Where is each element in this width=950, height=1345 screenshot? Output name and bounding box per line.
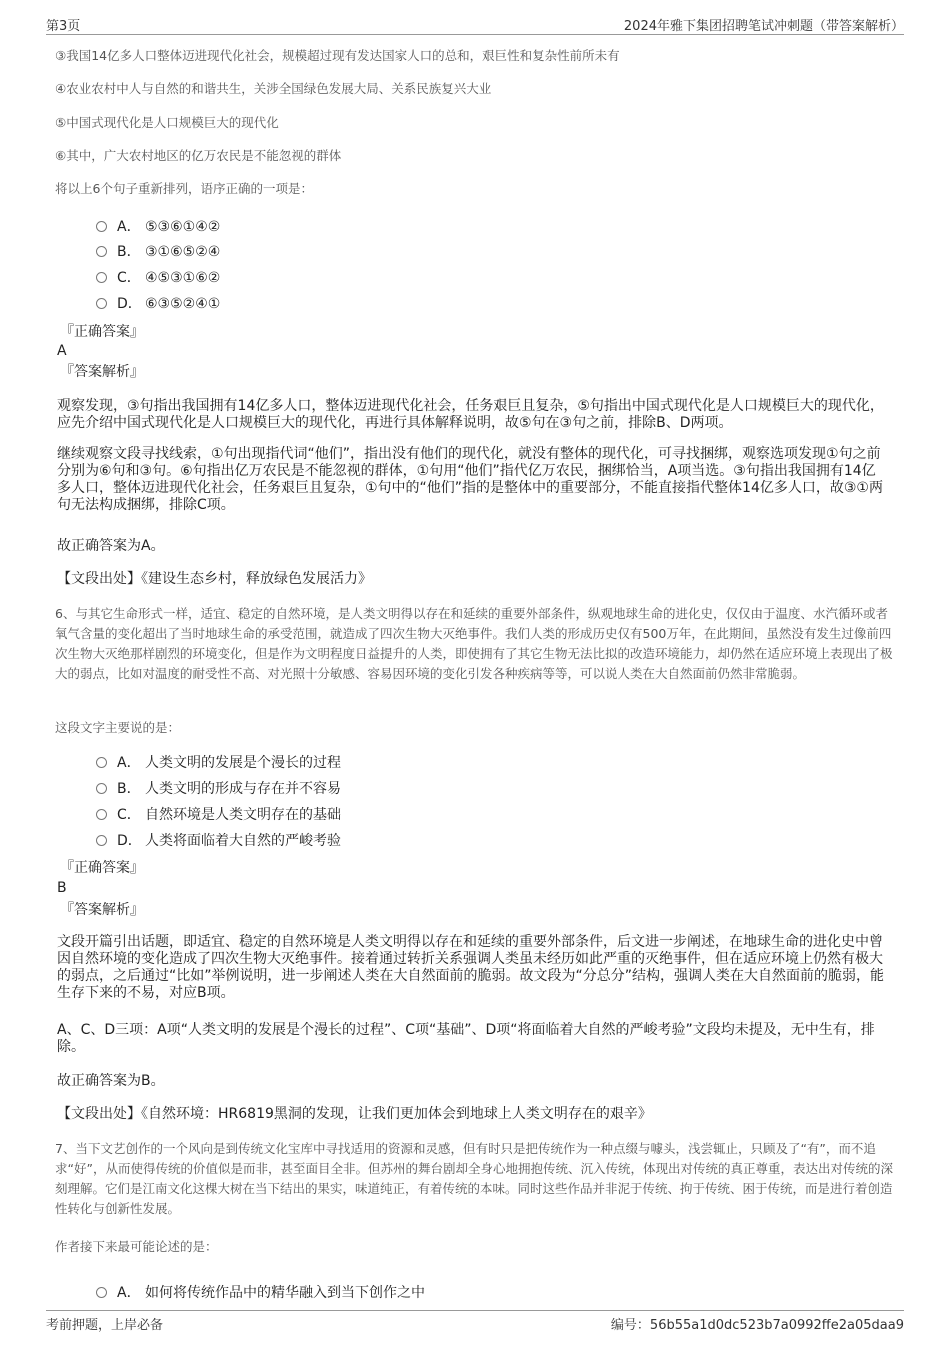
question-prompt: 这段文字主要说的是： (55, 720, 181, 735)
radio-icon[interactable] (96, 221, 107, 232)
q5-option-c[interactable]: C． ④⑤③①⑥② (96, 268, 220, 288)
q6-option-c[interactable]: C． 自然环境是人类文明存在的基础 (96, 805, 341, 825)
analysis-conclusion: 故正确答案为B。 (57, 1073, 165, 1089)
answer-label: 『正确答案』 (60, 860, 144, 876)
analysis-paragraph: A、C、D三项：A项“人类文明的发展是个漫长的过程”、C项“基础”、D项“将面临着大自然的严峻考验”文段均未提及，无中生有，排除。 (57, 1022, 875, 1055)
q6-option-d[interactable]: D． 人类将面临着大自然的严峻考验 (96, 831, 341, 851)
q5-option-b[interactable]: B． ③①⑥⑤②④ (96, 242, 220, 262)
page-number: 第3页 (46, 19, 81, 34)
correct-answer: A (57, 343, 67, 359)
analysis-paragraph: 继续观察文段寻找线索，①句出现指代词“他们”，指出没有他们的现代化，就没有整体的现代化，可寻找捆绑，观察选项发现①句之前分别为⑥句和③句。⑥句指出亿万农民是不能忽视的群体，①句用“他们”指代亿万农民，捆绑恰当，A项当选。③句指出我国拥有14亿多人口，整体迈进现代化社会，任务艰巨且复杂，①句中的“他们”指的是整体中的重要部分，不能直接指代整体14亿多人口，故③①两句无法构成捆绑，排除C项。 (57, 446, 883, 513)
passage-source: 【文段出处】《建设生态乡村，释放绿色发展活力》 (57, 571, 372, 587)
question-prompt: 将以上6个句子重新排列，语序正确的一项是： (55, 181, 313, 196)
correct-answer: B (57, 880, 67, 896)
page-header (46, 12, 904, 35)
sentence-3: ③我国14亿多人口整体迈进现代化社会，规模超过现有发达国家人口的总和，艰巨性和复杂性前所未有 (55, 48, 620, 63)
passage-source: 【文段出处】《自然环境：HR6819黑洞的发现，让我们更加体会到地球上人类文明存在的艰辛》 (57, 1106, 652, 1122)
page-footer (46, 1310, 904, 1336)
radio-icon[interactable] (96, 835, 107, 846)
radio-icon[interactable] (96, 809, 107, 820)
analysis-paragraph: 文段开篇引出话题，即适宜、稳定的自然环境是人类文明得以存在和延续的重要外部条件，后文进一步阐述，在地球生命的进化史中曾因自然环境的变化造成了四次生物大灭绝事件。接着通过转折关系强调人类虽未经历如此严重的灭绝事件，但在适应环境上仍然有极大的弱点，之后通过“比如”举例说明，进一步阐述人类在大自然面前的脆弱。故文段为“分总分”结构，强调人类在大自然面前的脆弱，能生存下来的不易，对应B项。 (57, 934, 885, 1001)
q6-option-a[interactable]: A． 人类文明的发展是个漫长的过程 (96, 753, 341, 773)
sentence-4: ④农业农村中人与自然的和谐共生，关涉全国绿色发展大局、关系民族复兴大业 (55, 81, 492, 96)
footer-slogan: 考前押题，上岸必备 (46, 1318, 164, 1333)
radio-icon[interactable] (96, 272, 107, 283)
analysis-label: 『答案解析』 (60, 902, 144, 918)
radio-icon[interactable] (96, 298, 107, 309)
analysis-label: 『答案解析』 (60, 364, 144, 380)
q7-option-a[interactable]: A． 如何将传统作品中的精华融入到当下创作之中 (96, 1283, 425, 1303)
radio-icon[interactable] (96, 1287, 107, 1298)
radio-icon[interactable] (96, 246, 107, 257)
radio-icon[interactable] (96, 783, 107, 794)
document-code: 编号：56b55a1d0dc523b7a0992ffe2a05daa9 (610, 1318, 904, 1333)
q6-option-b[interactable]: B． 人类文明的形成与存在并不容易 (96, 779, 341, 799)
analysis-paragraph: 观察发现，③句指出我国拥有14亿多人口，整体迈进现代化社会，任务艰巨且复杂，⑤句指出中国式现代化是人口规模巨大的现代化，应先介绍中国式现代化是人口规模巨大的现代化，再进行具体解释说明，故⑤句在③句之前，排除B、D两项。 (57, 398, 884, 431)
q6-passage: 6、与其它生命形式一样，适宜、稳定的自然环境，是人类文明得以存在和延续的重要外部条件，纵观地球生命的进化史，仅仅由于温度、水汽循环或者氧气含量的变化超出了当时地球生命的承受范围，就造成了四次生物大灭绝事件。我们人类的形成历史仅有500万年，在此期间，虽然没有发生过像前四次生物大灭绝那样剧烈的环境变化，但是作为文明程度日益提升的人类，即使拥有了其它生物无法比拟的改造环境能力，却仍然在适应环境上表现出了极大的弱点，比如对温度的耐受性不高、对光照十分敏感、容易因环境的变化引发各种疾病等等，可以说人类在大自然面前仍然非常脆弱。 (55, 606, 893, 681)
q5-option-a[interactable]: A． ⑤③⑥①④② (96, 217, 220, 237)
question-prompt: 作者接下来最可能论述的是： (55, 1239, 218, 1254)
q5-option-d[interactable]: D． ⑥③⑤②④① (96, 294, 220, 314)
analysis-conclusion: 故正确答案为A。 (57, 538, 165, 554)
radio-icon[interactable] (96, 757, 107, 768)
sentence-6: ⑥其中，广大农村地区的亿万农民是不能忽视的群体 (55, 148, 342, 163)
q7-passage: 7、当下文艺创作的一个风向是到传统文化宝库中寻找适用的资源和灵感，但有时只是把传统作为一种点缀与噱头，浅尝辄止，只顾及了“有”，而不追求“好”，从而使得传统的价值似是而非，甚至面目全非。但苏州的舞台剧却全身心地拥抱传统、沉入传统，体现出对传统的真正尊重，表达出对传统的深刻理解。它们是江南文化这棵大树在当下结出的果实，味道纯正，有着传统的本味。同时这些作品并非泥于传统、拘于传统、困于传统，而是进行着创造性转化与创新性发展。 (55, 1141, 893, 1216)
answer-label: 『正确答案』 (60, 324, 144, 340)
document-title: 2024年雅下集团招聘笔试冲刺题（带答案解析） (623, 19, 904, 34)
sentence-5: ⑤中国式现代化是人口规模巨大的现代化 (55, 115, 279, 130)
